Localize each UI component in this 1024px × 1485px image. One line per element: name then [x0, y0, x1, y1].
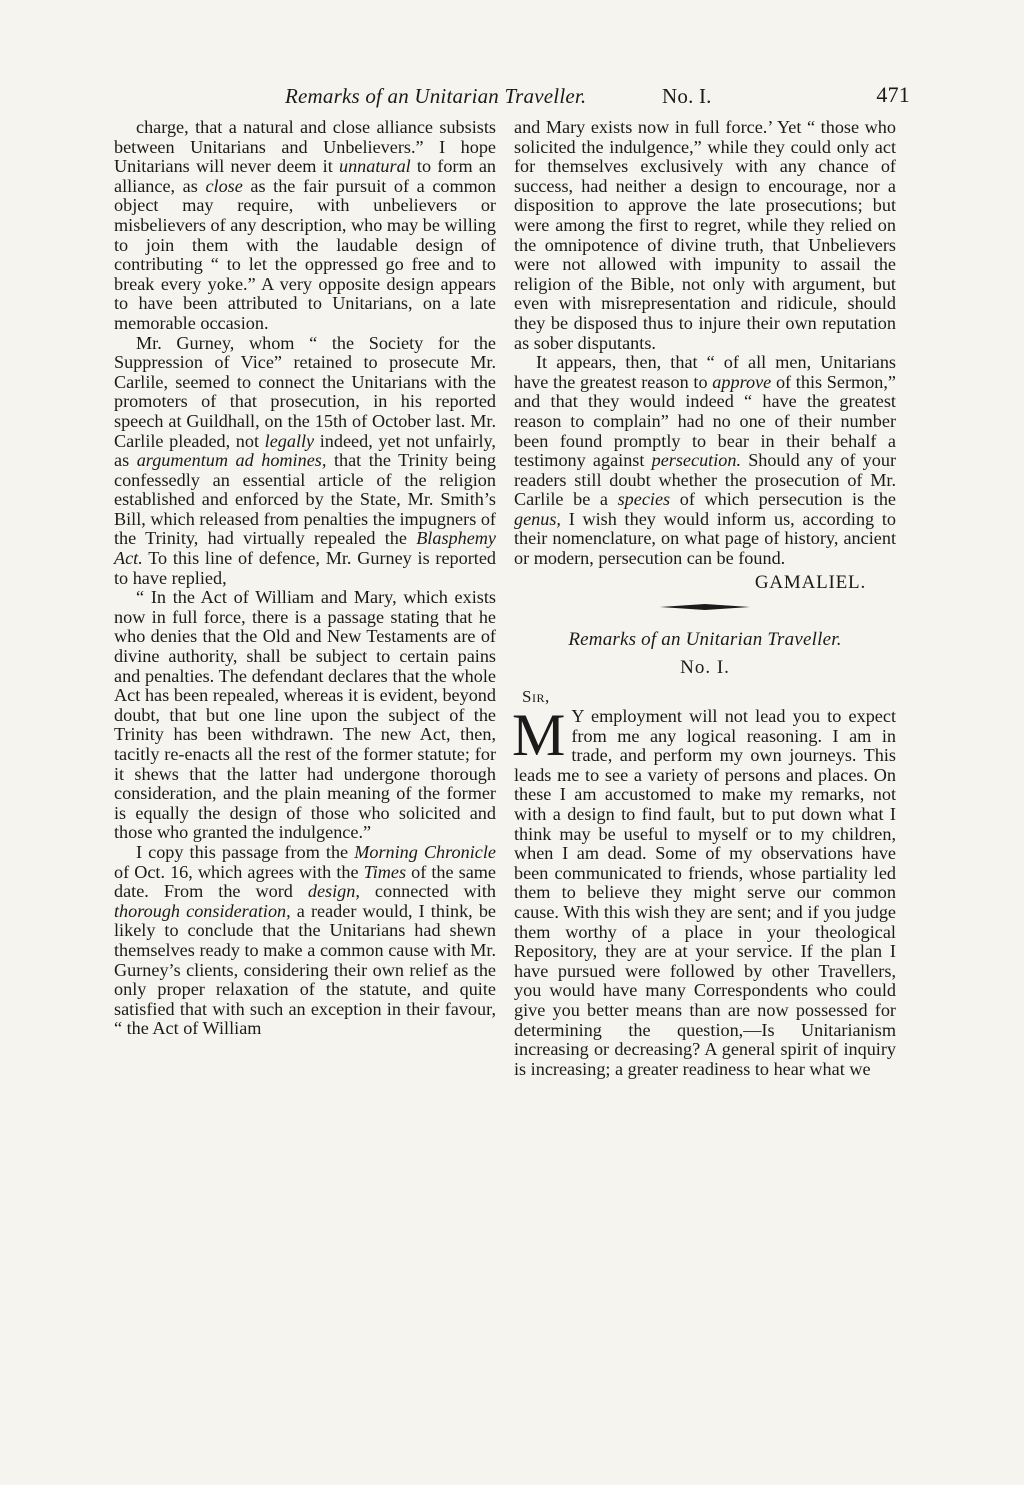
- italic-run: Blasphemy Act.: [114, 528, 496, 569]
- italic-run: thorough consideration,: [114, 900, 291, 921]
- right-paragraph: and Mary exists now in full force.’ Yet “ those who solicited the indulgence,” while they could only act for themselves exclusively with any chance of success, had neither a design to encourage, nor a disposition to approve the late prosecutions; but were among the first to regret, while they relied on the omnipotence of divine truth, that Unbelievers were not allowed with impunity to assail the religion of the Bible, not only with argument, but even with misrepresentation and ridicule, should they be disposed thus to injure their own reputation as sober disputants.: [514, 117, 896, 353]
- article-paragraph-text: Y employment will not lead you to expect from me any logical reasoning. I am in trade, and perform my own journeys. This leads me to see a variety of persons and places. On these I am accustomed to make my remarks, not with a design to find fault, but to put down what I think may be useful to myself or to my children, when I am dead. Some of my observations have been communicated to friends, whose partiality led them to believe they might serve our common cause. With this wish they are sent; and if you judge them worthy of a place in your theological Repository, they are at your service. If the plan I have pursued were followed by other Travellers, you would have many Correspondents who could give you better means than are now possessed for determining the question,—Is Unitarianism increasing or decreasing? A general spirit of inquiry is increasing; a greater readiness to hear what we: [514, 706, 896, 1079]
- italic-run: legally: [264, 430, 315, 451]
- italic-run: approve: [712, 371, 772, 392]
- left-paragraph: I copy this passage from the Morning Chronicle of Oct. 16, which agrees with the Times of the same date. From the word design, connected with thorough consideration, a reader would, I think, be likely to conclude that the Unitarians had shewn themselves ready to make a common cause with Mr. Gurney’s clients, considering their own relief as the only proper relaxation of the statute, and quite satisfied that with such an exception in their favour, “ the Act of William: [114, 841, 497, 1039]
- running-header: [110, 82, 910, 116]
- divider-ornament-icon: [660, 601, 750, 613]
- italic-run: design,: [307, 881, 360, 902]
- signature: GAMALIEL.: [754, 571, 866, 593]
- left-paragraph: charge, that a natural and close alliance subsists between Unitarians and Unbelievers.” I hope Unitarians will never deem it unnatural to form an alliance, as close as the fair pursuit of a common object may require, with unbelievers or misbelievers of any description, who may be willing to join them with the laudable design of contributing “ to let the oppressed go free and to break every yoke.” A very opposite design appears to have been attributed to Unitarians, on a late memorable occasion.: [114, 117, 497, 333]
- right-paragraph: It appears, then, that “ of all men, Unitarians have the greatest reason to approve of this Sermon,” and that they would indeed “ have the greatest reason to complain” had no one of their number been found promptly to bear in their behalf a testimony against persecution. Should any of your readers still doubt whether the prosecution of Mr. Carlile be a species of which persecution is the genus, I wish they would inform us, according to their nomenclature, on what page of history, ancient or modern, persecution can be found.: [514, 352, 897, 569]
- italic-run: species: [617, 489, 671, 510]
- italic-run: persecution.: [651, 450, 742, 471]
- article-title: Remarks of an Unitarian Traveller.: [568, 629, 842, 651]
- italic-run: genus,: [514, 508, 561, 529]
- running-title: Remarks of an Unitarian Traveller.: [285, 84, 587, 108]
- italic-run: Morning Chronicle: [354, 841, 496, 862]
- italic-run: Times: [363, 861, 407, 882]
- article-number: No. I.: [680, 656, 730, 678]
- section-divider: [514, 598, 896, 620]
- italic-run: argumentum ad homines,: [136, 450, 327, 471]
- article-paragraph: [512, 702, 896, 1079]
- italic-run: unnatural: [338, 156, 411, 177]
- page-number: 471: [876, 82, 910, 107]
- left-paragraph: “ In the Act of William and Mary, which exists now in full force, there is a passage stating that he who denies that the Old and New Testaments are of divine authority, shall be subject to certain pains and penalties. The defendant declares that the whole Act has been repealed, whereas it is evident, beyond doubt, that but one line upon the subject of the Trinity has been withdrawn. The new Act, then, tacitly re-enacts all the rest of the former statute; for it shews that the latter had undergone thorough consideration, and the plain meaning of the former is equally the design of those who solicited and those who granted the indulgence.”: [114, 587, 496, 843]
- salutation: Sir,: [522, 687, 550, 707]
- italic-run: close: [205, 175, 243, 196]
- section-number: No. I.: [662, 84, 712, 108]
- right-column: [514, 118, 896, 1079]
- drop-cap: M: [512, 702, 566, 769]
- left-paragraph: Mr. Gurney, whom “ the Society for the Suppression of Vice” retained to prosecute Mr. Carlile, seemed to connect the Unitarians with the promoters of that prosecution, in his reported speech at Guildhall, on the 15th of October last. Mr. Carlile pleaded, not legally indeed, yet not unfairly, as argumentum ad homines, that the Trinity being confessedly an essential article of the religion established and enforced by the State, Mr. Smith’s Bill, which released from penalties the impugners of the Trinity, had virtually repealed the Blasphemy Act. To this line of defence, Mr. Gurney is reported to have replied,: [114, 332, 497, 588]
- left-column: [114, 118, 496, 1039]
